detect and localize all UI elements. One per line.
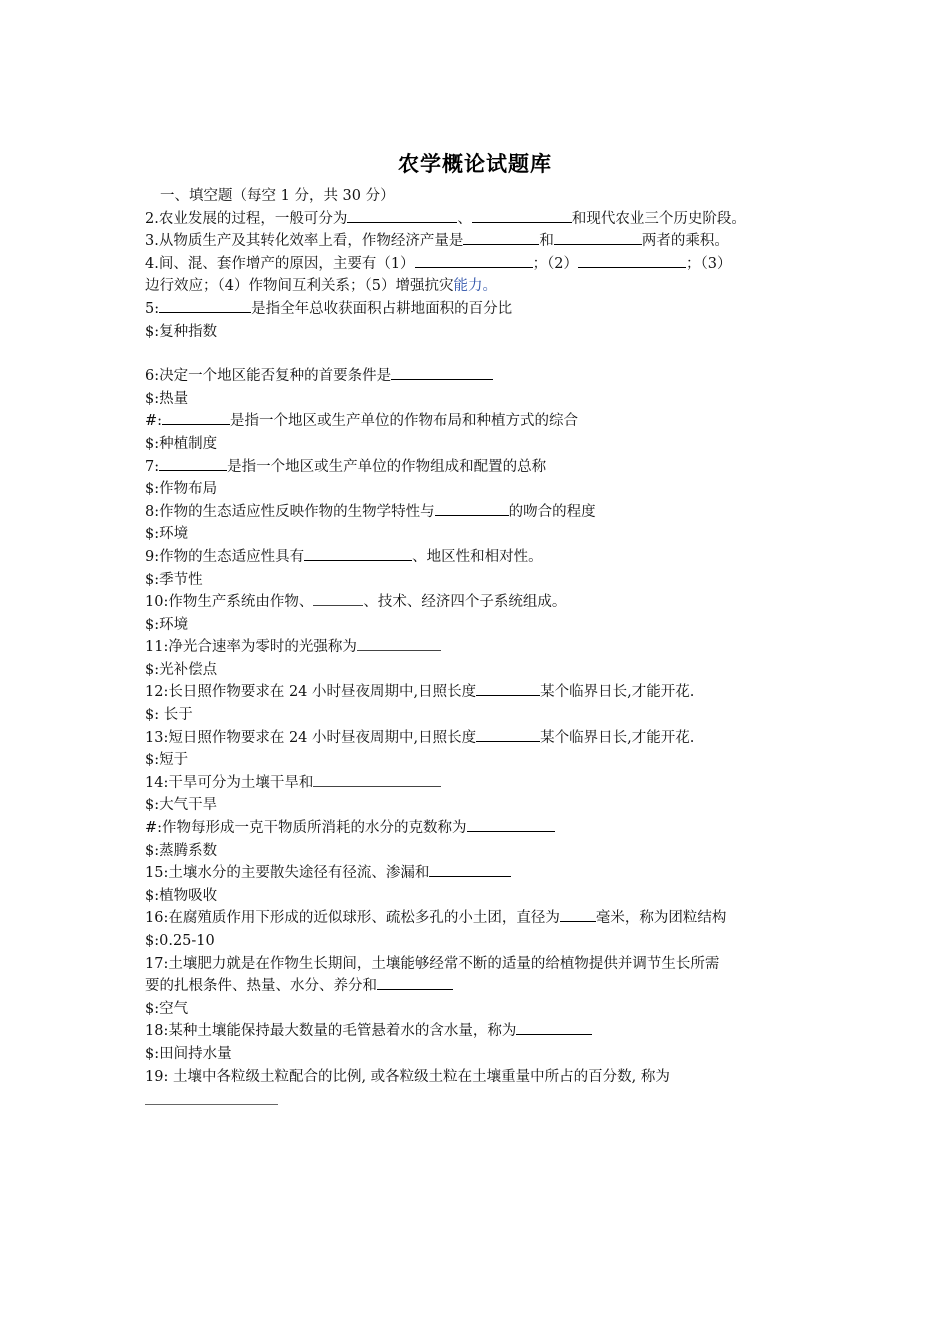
answer-blank xyxy=(159,298,251,313)
answer-blank xyxy=(472,208,572,223)
answer-14: $:大气干旱 xyxy=(145,797,218,814)
question-18: 18:某种土壤能保持最大数量的毛管悬着水的含水量，称为 xyxy=(145,1020,815,1043)
answer-blank xyxy=(313,591,363,606)
page-title: 农学概论试题库 xyxy=(398,151,552,176)
answer-9: $:季节性 xyxy=(145,571,203,588)
question-3: 3.从物质生产及其转化效率上看，作物经济产量是 和 两者的乘积。 xyxy=(145,230,815,253)
answer-blank xyxy=(429,862,511,877)
answer-blank xyxy=(467,817,555,832)
answer-15: $:植物吸收 xyxy=(145,887,218,904)
question-8: 8:作物的生态适应性反映作物的生物学特性与 的吻合的程度 xyxy=(145,501,815,524)
answer-blank xyxy=(476,727,540,742)
question-5: 5: 是指全年总收获面积占耕地面积的百分比 xyxy=(145,298,815,321)
answer-blank xyxy=(145,1104,278,1105)
answer-10: $:环境 xyxy=(145,616,189,633)
answer-blank xyxy=(347,208,457,223)
question-15: 15:土壤水分的主要散失途径有径流、渗漏和 xyxy=(145,862,815,885)
answer-blank xyxy=(435,501,509,516)
answer-5: $:复种指数 xyxy=(145,323,218,340)
question-4: 4.间、混、套作增产的原因，主要有（1） ；（2） ；（3） xyxy=(145,253,815,276)
question-17-cont: 要的扎根条件、热量、水分、养分和 xyxy=(145,975,815,998)
answer-blank xyxy=(159,456,227,471)
answer-blank xyxy=(304,546,412,561)
question-10: 10:作物生产系统由作物、 、技术、经济四个子系统组成。 xyxy=(145,591,815,614)
answer-blank xyxy=(578,253,686,268)
question-19: 19: 土壤中各粒级土粒配合的比例, 或各粒级土粒在土壤重量中所占的百分数, 称为 xyxy=(145,1068,670,1085)
answer-7: $:作物布局 xyxy=(145,481,218,498)
question-17: 17:土壤肥力就是在作物生长期间，土壤能够经常不断的适量的给植物提供并调节生长所需 xyxy=(145,955,720,972)
highlighted-text: 能力 xyxy=(453,278,483,295)
answer-hash-2: $:蒸腾系数 xyxy=(145,842,218,859)
answer-blank xyxy=(162,410,230,425)
answer-18: $:田间持水量 xyxy=(145,1045,232,1062)
answer-blank xyxy=(476,681,540,696)
answer-8: $:环境 xyxy=(145,526,189,543)
answer-16: $:0.25-10 xyxy=(145,933,215,949)
question-12: 12:长日照作物要求在 24 小时昼夜周期中,日照长度 某个临界日长,才能开花. xyxy=(145,681,815,704)
question-hash-2: #:作物每形成一克干物质所消耗的水分的克数称为 xyxy=(145,817,815,840)
question-16: 16:在腐殖质作用下形成的近似球形、疏松多孔的小土团，直径为 毫米，称为团粒结构 xyxy=(145,907,815,930)
question-6: 6:决定一个地区能否复种的首要条件是 xyxy=(145,365,815,388)
answer-blank xyxy=(357,636,441,651)
question-hash-1: #: 是指一个地区或生产单位的作物布局和种植方式的综合 xyxy=(145,410,815,433)
answer-12: $: 长于 xyxy=(145,707,193,724)
answer-blank xyxy=(391,365,493,380)
question-9: 9:作物的生态适应性具有 、地区性和相对性。 xyxy=(145,546,815,569)
answer-hash-1: $:种植制度 xyxy=(145,435,218,452)
question-13: 13:短日照作物要求在 24 小时昼夜周期中,日照长度 某个临界日长,才能开花. xyxy=(145,727,815,750)
question-11: 11:净光合速率为零时的光强称为 xyxy=(145,636,815,659)
answer-blank xyxy=(415,253,533,268)
answer-blank xyxy=(377,975,453,990)
section-heading: 一、填空题（每空 1 分，共 30 分） xyxy=(160,188,395,204)
answer-blank xyxy=(463,230,539,245)
answer-blank xyxy=(554,230,642,245)
question-2: 2.农业发展的过程，一般可分为 、 和现代农业三个历史阶段。 xyxy=(145,208,815,231)
answer-blank xyxy=(516,1020,592,1035)
answer-6: $:热量 xyxy=(145,390,189,407)
question-list xyxy=(145,185,815,1105)
answer-blank xyxy=(313,772,441,787)
answer-11: $:光补偿点 xyxy=(145,661,218,678)
answer-17: $:空气 xyxy=(145,1000,189,1017)
answer-13: $:短于 xyxy=(145,752,189,769)
question-4-cont: 边行效应；（4）作物间互利关系；（5）增强抗灾能力。 xyxy=(145,278,497,295)
question-14: 14:干旱可分为土壤干旱和 xyxy=(145,772,815,795)
answer-blank xyxy=(560,907,596,922)
question-7: 7: 是指一个地区或生产单位的作物组成和配置的总称 xyxy=(145,456,815,479)
